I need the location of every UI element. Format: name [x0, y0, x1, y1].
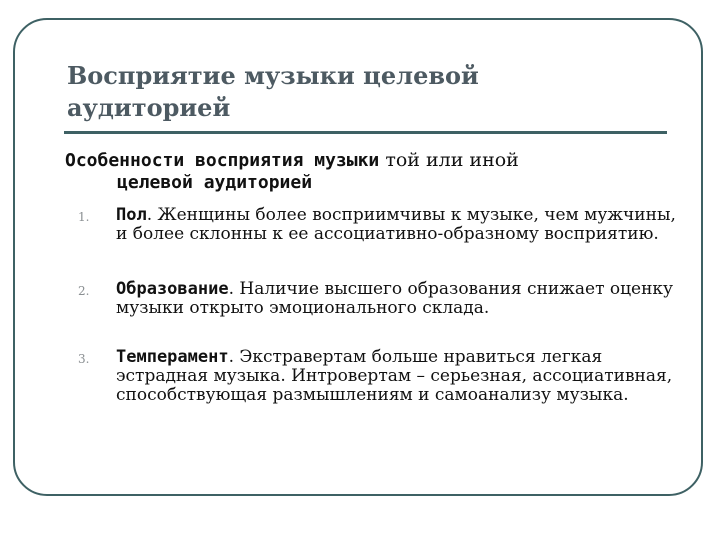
list-item-number: 2.	[78, 284, 90, 298]
slide-title	[67, 60, 667, 124]
intro-paragraph	[65, 149, 685, 194]
list-item-text: . Экстравертам больше нравиться легкая эстрадная музыка. Интровертам – серьезная, ассоциативная, способствующая размышлениям и самоанализу музыка.	[116, 347, 673, 405]
list-item-number: 1.	[78, 210, 90, 224]
list-item	[116, 348, 676, 405]
intro-line2-text: целевой аудиторией	[117, 172, 313, 193]
list-item-term: Темперамент	[116, 347, 229, 367]
list-item	[116, 206, 676, 244]
list-item-term: Пол	[116, 205, 147, 225]
intro-rest-text: той или иной	[385, 149, 519, 171]
slide-title-line1: Восприятие музыки целевой	[67, 61, 479, 90]
list-item	[116, 280, 676, 318]
slide-title-line2: аудиторией	[67, 93, 231, 122]
list-item-text: . Наличие высшего образования снижает оценку музыки открыто эмоционального склада.	[116, 279, 674, 318]
intro-bold-text: Особенности восприятия музыки	[65, 150, 380, 171]
list-item-number: 3.	[78, 352, 90, 366]
list-item-term: Образование	[116, 279, 229, 299]
list-item-text: . Женщины более восприимчивы к музыке, чем мужчины, и более склонны к ее ассоциативно-образному восприятию.	[116, 205, 676, 244]
title-divider	[64, 131, 667, 134]
